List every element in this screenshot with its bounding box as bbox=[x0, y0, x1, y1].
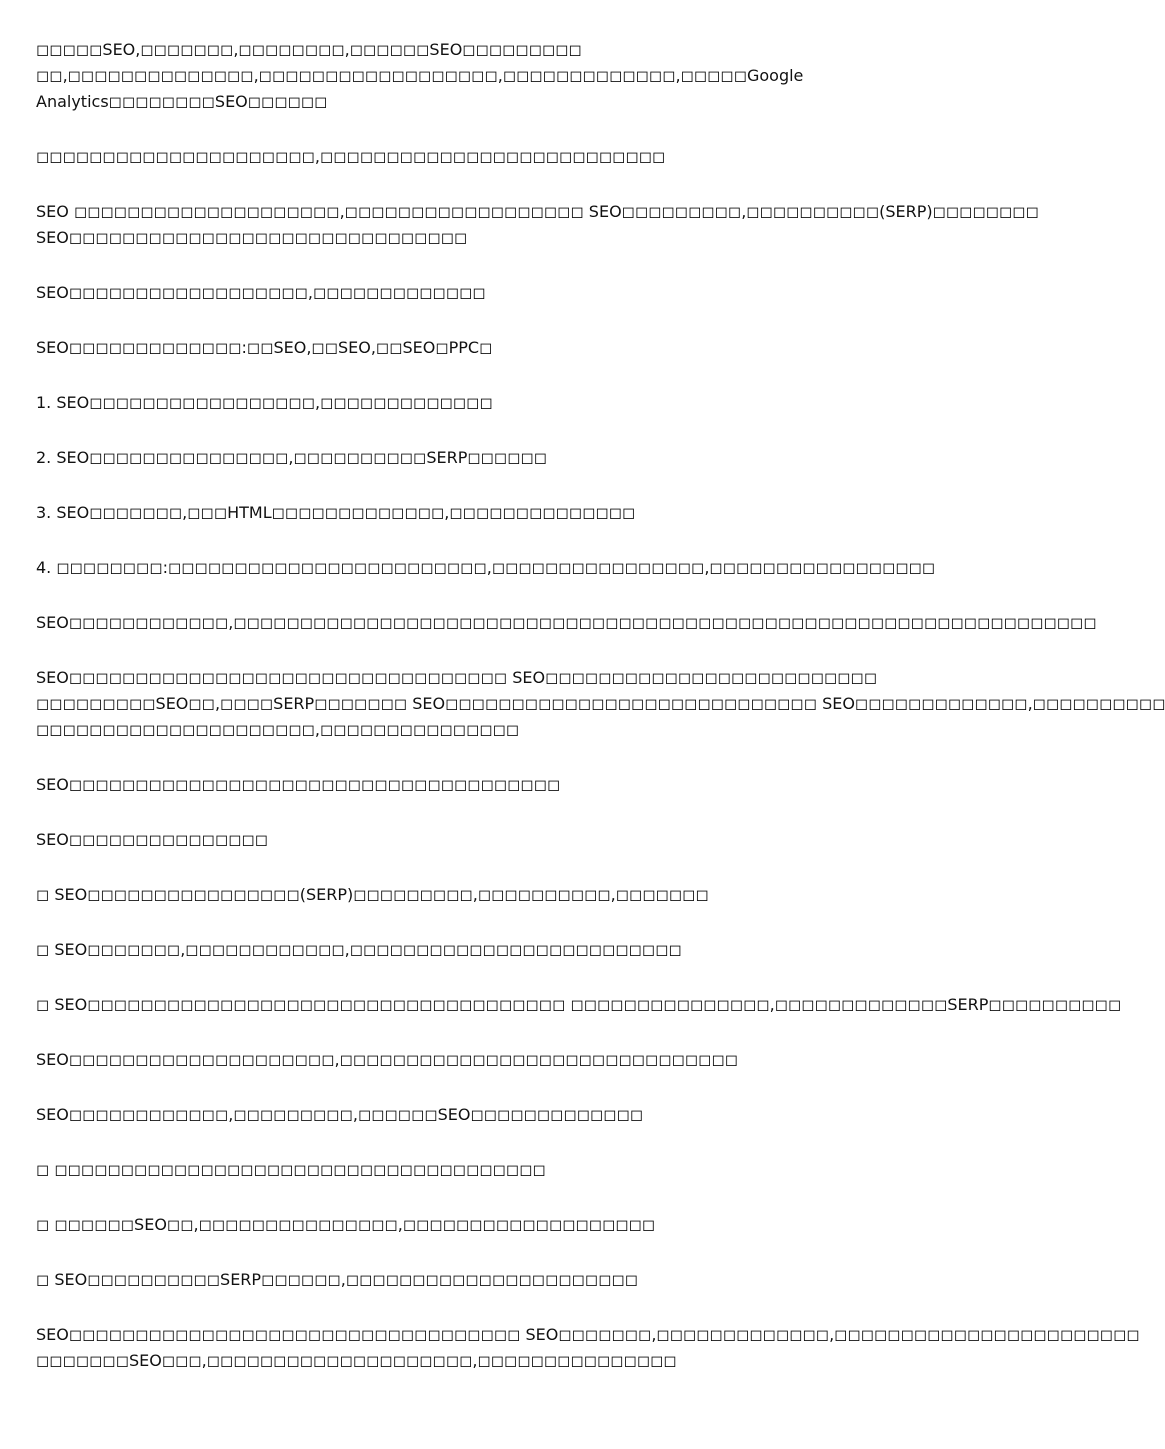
paragraph bbox=[36, 610, 1097, 636]
paragraph-line: SEO◻◻◻◻◻◻◻◻◻◻◻◻◻◻◻ bbox=[36, 830, 269, 849]
paragraph bbox=[36, 992, 1122, 1018]
paragraph bbox=[36, 1047, 988, 1073]
paragraph-line: 1. SEO◻◻◻◻◻◻◻◻◻◻◻◻◻◻◻◻◻,◻◻◻◻◻◻◻◻◻◻◻◻◻ bbox=[36, 393, 493, 412]
paragraph-line: 3. SEO◻◻◻◻◻◻◻,◻◻◻HTML◻◻◻◻◻◻◻◻◻◻◻◻◻,◻◻◻◻◻◻◻◻◻◻◻◻◻◻ bbox=[36, 503, 636, 522]
paragraph-line: ◻◻◻◻◻SEO,◻◻◻◻◻◻◻,◻◻◻◻◻◻◻◻,◻◻◻◻◻◻SEO◻◻◻◻◻◻◻◻◻ bbox=[36, 40, 582, 59]
paragraph-line: ◻◻,◻◻◻◻◻◻◻◻◻◻◻◻◻◻,◻◻◻◻◻◻◻◻◻◻◻◻◻◻◻◻◻◻,◻◻◻◻◻◻◻◻◻◻◻◻◻,◻◻◻◻◻Google bbox=[36, 66, 804, 85]
paragraph-line: ◻◻◻◻◻◻◻SEO◻◻◻,◻◻◻◻◻◻◻◻◻◻◻◻◻◻◻◻◻◻◻◻,◻◻◻◻◻◻◻◻◻◻◻◻◻◻◻ bbox=[36, 1351, 677, 1370]
paragraph bbox=[36, 500, 988, 526]
paragraph bbox=[36, 144, 988, 170]
paragraph-line: SEO ◻◻◻◻◻◻◻◻◻◻◻◻◻◻◻◻◻◻◻◻,◻◻◻◻◻◻◻◻◻◻◻◻◻◻◻◻◻◻ SEO◻◻◻◻◻◻◻◻◻,◻◻◻◻◻◻◻◻◻◻(SERP)◻◻◻◻◻◻◻◻ bbox=[36, 202, 1039, 221]
paragraph bbox=[36, 37, 988, 115]
paragraph-line: ◻◻◻◻◻◻◻◻◻◻◻◻◻◻◻◻◻◻◻◻◻,◻◻◻◻◻◻◻◻◻◻◻◻◻◻◻ bbox=[36, 720, 520, 739]
paragraph-line: SEO◻◻◻◻◻◻◻◻◻◻◻◻,◻◻◻◻◻◻◻◻◻,◻◻◻◻◻◻SEO◻◻◻◻◻◻◻◻◻◻◻◻◻ bbox=[36, 1105, 644, 1124]
paragraph bbox=[36, 1102, 988, 1128]
paragraph bbox=[36, 1267, 988, 1293]
paragraph bbox=[36, 1322, 1140, 1374]
paragraph-line: SEO◻◻◻◻◻◻◻◻◻◻◻◻◻◻◻◻◻◻◻◻◻◻◻◻◻◻◻◻◻◻◻◻◻◻◻◻◻ bbox=[36, 775, 561, 794]
paragraph-line: SEO◻◻◻◻◻◻◻◻◻◻◻◻◻◻◻◻◻◻◻◻◻◻◻◻◻◻◻◻◻◻ bbox=[36, 228, 468, 247]
paragraph-line: ◻◻◻◻◻◻◻◻◻SEO◻◻,◻◻◻◻SERP◻◻◻◻◻◻◻ SEO◻◻◻◻◻◻◻◻◻◻◻◻◻◻◻◻◻◻◻◻◻◻◻◻◻◻◻◻ SEO◻◻◻◻◻◻◻◻◻◻◻◻◻,◻◻◻◻◻◻◻◻◻◻ bbox=[36, 694, 1165, 713]
paragraph bbox=[36, 199, 1039, 251]
paragraph bbox=[36, 280, 988, 306]
paragraph bbox=[36, 827, 988, 853]
paragraph-line: Analytics◻◻◻◻◻◻◻◻SEO◻◻◻◻◻◻ bbox=[36, 92, 328, 111]
paragraph-line: ◻ SEO◻◻◻◻◻◻◻,◻◻◻◻◻◻◻◻◻◻◻◻,◻◻◻◻◻◻◻◻◻◻◻◻◻◻◻◻◻◻◻◻◻◻◻◻◻ bbox=[36, 940, 682, 959]
paragraph bbox=[36, 937, 988, 963]
paragraph bbox=[36, 555, 988, 581]
paragraph-line: 4. ◻◻◻◻◻◻◻◻:◻◻◻◻◻◻◻◻◻◻◻◻◻◻◻◻◻◻◻◻◻◻◻◻,◻◻◻◻◻◻◻◻◻◻◻◻◻◻◻◻,◻◻◻◻◻◻◻◻◻◻◻◻◻◻◻◻◻ bbox=[36, 558, 936, 577]
paragraph bbox=[36, 1157, 988, 1183]
paragraph bbox=[36, 390, 988, 416]
paragraph-line: ◻ SEO◻◻◻◻◻◻◻◻◻◻◻◻◻◻◻◻◻◻◻◻◻◻◻◻◻◻◻◻◻◻◻◻◻◻◻◻ ◻◻◻◻◻◻◻◻◻◻◻◻◻◻◻,◻◻◻◻◻◻◻◻◻◻◻◻◻SERP◻◻◻◻◻◻◻◻◻◻ bbox=[36, 995, 1122, 1014]
paragraph bbox=[36, 772, 988, 798]
paragraph-line: ◻ ◻◻◻◻◻◻SEO◻◻,◻◻◻◻◻◻◻◻◻◻◻◻◻◻◻,◻◻◻◻◻◻◻◻◻◻◻◻◻◻◻◻◻◻◻ bbox=[36, 1215, 656, 1234]
paragraph-line: ◻◻◻◻◻◻◻◻◻◻◻◻◻◻◻◻◻◻◻◻◻,◻◻◻◻◻◻◻◻◻◻◻◻◻◻◻◻◻◻◻◻◻◻◻◻◻◻ bbox=[36, 147, 666, 166]
paragraph-line: SEO◻◻◻◻◻◻◻◻◻◻◻◻◻:◻◻SEO,◻◻SEO,◻◻SEO◻PPC◻ bbox=[36, 338, 493, 357]
paragraph bbox=[36, 882, 988, 908]
paragraph bbox=[36, 445, 988, 471]
paragraph-line: ◻ SEO◻◻◻◻◻◻◻◻◻◻SERP◻◻◻◻◻◻,◻◻◻◻◻◻◻◻◻◻◻◻◻◻◻◻◻◻◻◻◻◻ bbox=[36, 1270, 639, 1289]
paragraph-line: SEO◻◻◻◻◻◻◻◻◻◻◻◻◻◻◻◻◻◻◻◻◻◻◻◻◻◻◻◻◻◻◻◻◻◻ SEO◻◻◻◻◻◻◻,◻◻◻◻◻◻◻◻◻◻◻◻◻,◻◻◻◻◻◻◻◻◻◻◻◻◻◻◻◻◻◻◻◻◻◻◻ bbox=[36, 1325, 1140, 1344]
paragraph-line: SEO◻◻◻◻◻◻◻◻◻◻◻◻◻◻◻◻◻◻,◻◻◻◻◻◻◻◻◻◻◻◻◻ bbox=[36, 283, 486, 302]
paragraph bbox=[36, 335, 988, 361]
paragraph-line: ◻ SEO◻◻◻◻◻◻◻◻◻◻◻◻◻◻◻◻(SERP)◻◻◻◻◻◻◻◻◻,◻◻◻◻◻◻◻◻◻◻,◻◻◻◻◻◻◻ bbox=[36, 885, 709, 904]
paragraph bbox=[36, 665, 1165, 743]
paragraph-line: SEO◻◻◻◻◻◻◻◻◻◻◻◻,◻◻◻◻◻◻◻◻◻◻◻◻◻◻◻◻◻◻◻◻◻◻◻◻◻◻◻◻◻◻◻◻◻◻◻◻◻◻◻◻◻◻◻◻◻◻◻◻◻◻◻◻◻◻◻◻◻◻◻◻◻◻◻◻◻ bbox=[36, 613, 1097, 632]
paragraph-line: SEO◻◻◻◻◻◻◻◻◻◻◻◻◻◻◻◻◻◻◻◻◻◻◻◻◻◻◻◻◻◻◻◻◻ SEO◻◻◻◻◻◻◻◻◻◻◻◻◻◻◻◻◻◻◻◻◻◻◻◻◻ bbox=[36, 668, 878, 687]
paragraph-line: ◻ ◻◻◻◻◻◻◻◻◻◻◻◻◻◻◻◻◻◻◻◻◻◻◻◻◻◻◻◻◻◻◻◻◻◻◻◻◻ bbox=[36, 1160, 546, 1179]
paragraph-line: 2. SEO◻◻◻◻◻◻◻◻◻◻◻◻◻◻◻,◻◻◻◻◻◻◻◻◻◻SERP◻◻◻◻◻◻ bbox=[36, 448, 548, 467]
paragraph-line: SEO◻◻◻◻◻◻◻◻◻◻◻◻◻◻◻◻◻◻◻◻,◻◻◻◻◻◻◻◻◻◻◻◻◻◻◻◻◻◻◻◻◻◻◻◻◻◻◻◻◻◻ bbox=[36, 1050, 739, 1069]
paragraph bbox=[36, 1212, 988, 1238]
